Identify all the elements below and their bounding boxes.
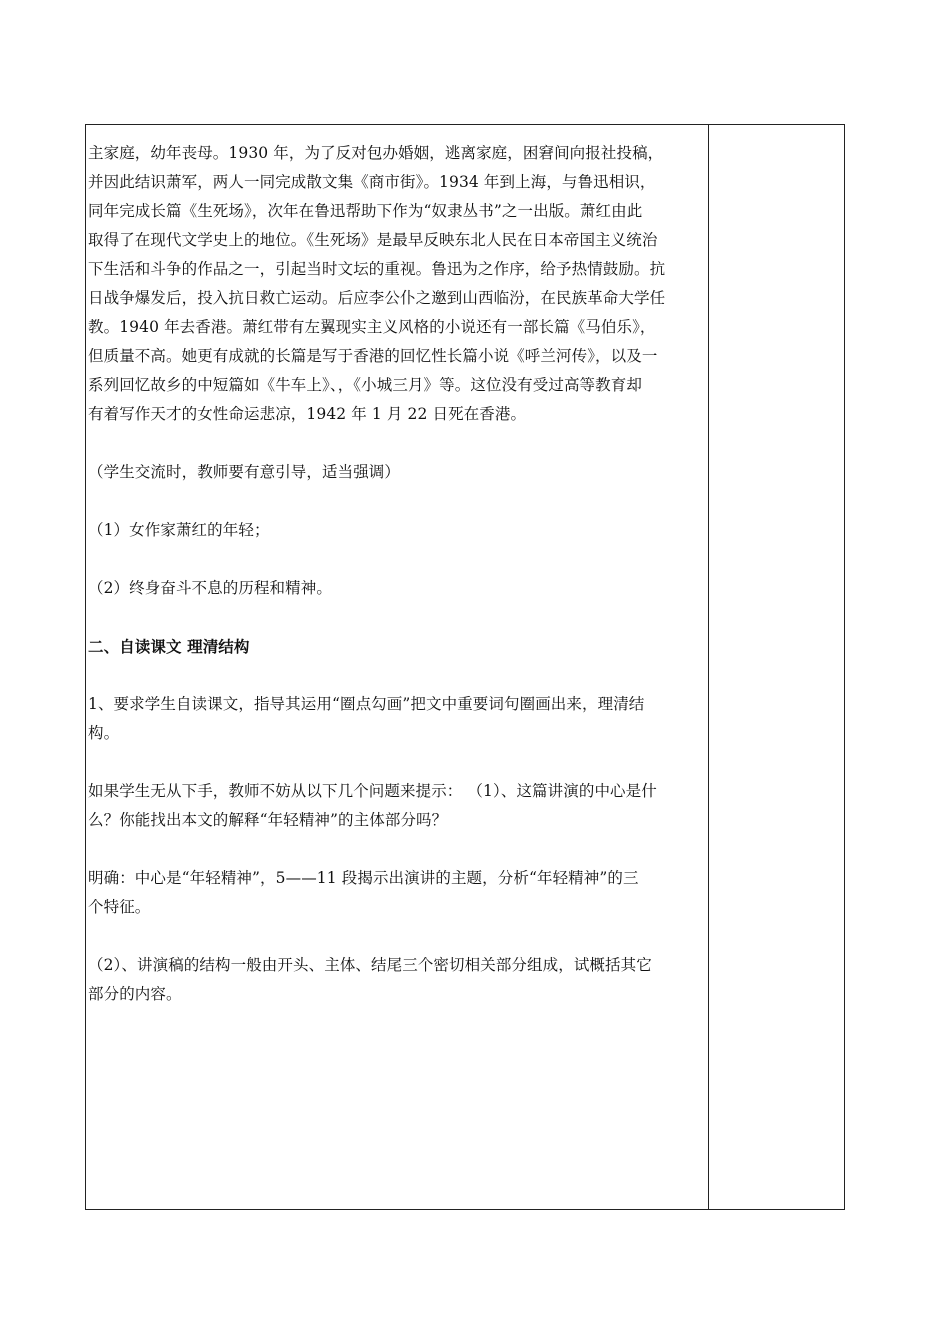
text-line: 有着写作天才的女性命运悲凉，1942 年 1 月 22 日死在香港。 bbox=[88, 405, 527, 423]
text-line: 明确：中心是“年轻精神”，5——11 段揭示出演讲的主题，分析“年轻精神”的三 bbox=[88, 869, 639, 887]
teacher-note bbox=[88, 458, 706, 487]
text-line: 教。1940 年去香港。萧红带有左翼现实主义风格的小说还有一部长篇《马伯乐》， bbox=[88, 318, 656, 336]
text-line: 并因此结识萧军，两人一同完成散文集《商市街》。1934 年到上海，与鲁迅相识， bbox=[88, 173, 656, 191]
text-line: （2）、讲演稿的结构一般由开头、主体、结尾三个密切相关部分组成，试概括其它 bbox=[88, 956, 652, 974]
text-line: 1、要求学生自读课文，指导其运用“圈点勾画”把文中重要词句圈画出来，理清结 bbox=[88, 695, 645, 713]
text-line: 同年完成长篇《生死场》，次年在鲁迅帮助下作为“奴隶丛书”之一出版。萧红由此 bbox=[88, 202, 643, 220]
text-line: 日战争爆发后，投入抗日救亡运动。后应李公仆之邀到山西临汾，在民族革命大学任 bbox=[88, 289, 666, 307]
text-line: 系列回忆故乡的中短篇如《牛车上》、，《小城三月》等。这位没有受过高等教育却 bbox=[88, 376, 642, 394]
main-cell bbox=[88, 139, 706, 1009]
bio-paragraph bbox=[88, 139, 706, 429]
column-divider bbox=[708, 125, 709, 1209]
task-1 bbox=[88, 690, 706, 748]
hint bbox=[88, 777, 706, 835]
lesson-table bbox=[85, 124, 845, 1210]
section-heading bbox=[88, 632, 706, 661]
text-line: 个特征。 bbox=[88, 898, 151, 916]
text-line: 主家庭，幼年丧母。1930 年，为了反对包办婚姻，逃离家庭，困窘间向报社投稿， bbox=[88, 144, 664, 162]
point-2-text: （2）终身奋斗不息的历程和精神。 bbox=[88, 579, 332, 597]
teacher-note-text: （学生交流时，教师要有意引导，适当强调） bbox=[88, 463, 401, 481]
text-line: 构。 bbox=[88, 724, 120, 742]
question-2 bbox=[88, 951, 706, 1009]
text-line: 部分的内容。 bbox=[88, 985, 182, 1003]
point-2 bbox=[88, 574, 706, 603]
text-line: 但质量不高。她更有成就的长篇是写于香港的回忆性长篇小说《呼兰河传》，以及一 bbox=[88, 347, 658, 365]
text-line: 下生活和斗争的作品之一，引起当时文坛的重视。鲁迅为之作序，给予热情鼓励。抗 bbox=[88, 260, 666, 278]
section-heading-text: 二、自读课文 理清结构 bbox=[88, 637, 250, 656]
text-line: 么？你能找出本文的解释“年轻精神”的主体部分吗？ bbox=[88, 811, 448, 829]
text-line: 取得了在现代文学史上的地位。《生死场》是最早反映东北人民在日本帝国主义统治 bbox=[88, 231, 658, 249]
text-line: 如果学生无从下手，教师不妨从以下几个问题来提示： （1）、这篇讲演的中心是什 bbox=[88, 782, 657, 800]
answer bbox=[88, 864, 706, 922]
point-1 bbox=[88, 516, 706, 545]
point-1-text: （1）女作家萧红的年轻； bbox=[88, 521, 270, 539]
